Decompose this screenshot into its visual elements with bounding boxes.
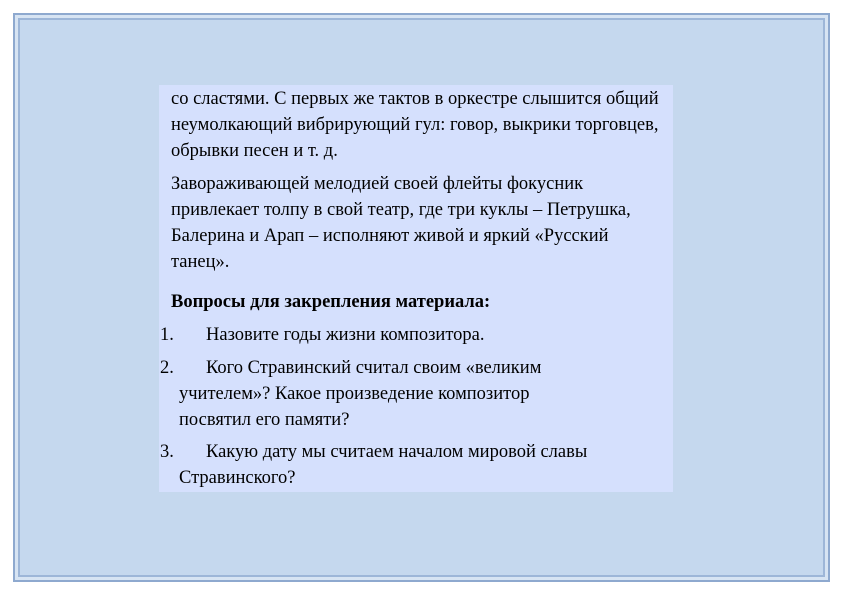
question-text: Кого Стравинский считал своим «великим (206, 358, 542, 378)
question-number: 1. (160, 325, 174, 345)
question-text-continued: учителем»? Какое произведение композитор (179, 384, 530, 404)
question-text: Назовите годы жизни композитора. (206, 325, 485, 345)
question-text: Какую дату мы считаем началом мировой славы (206, 442, 588, 462)
paragraph-flute: Завораживающей мелодией своей флейты фокусник привлекает толпу в свой театр, где три куклы – Петрушка, Балерина и Арап – исполняют живой и яркий «Русский танец». (171, 174, 631, 272)
text-block (159, 85, 673, 492)
question-number: 3. (160, 442, 174, 462)
questions-heading: Вопросы для закрепления материала: (171, 292, 491, 312)
question-text-continued: Стравинского? (179, 468, 296, 488)
paragraph-intro: со сластями. С первых же тактов в оркестре слышится общий неумолкающий вибрирующий гул: говор, выкрики торговцев, обрывки песен и т. д. (171, 89, 659, 161)
question-number: 2. (160, 358, 174, 378)
question-text-continued: посвятил его памяти? (179, 410, 350, 430)
